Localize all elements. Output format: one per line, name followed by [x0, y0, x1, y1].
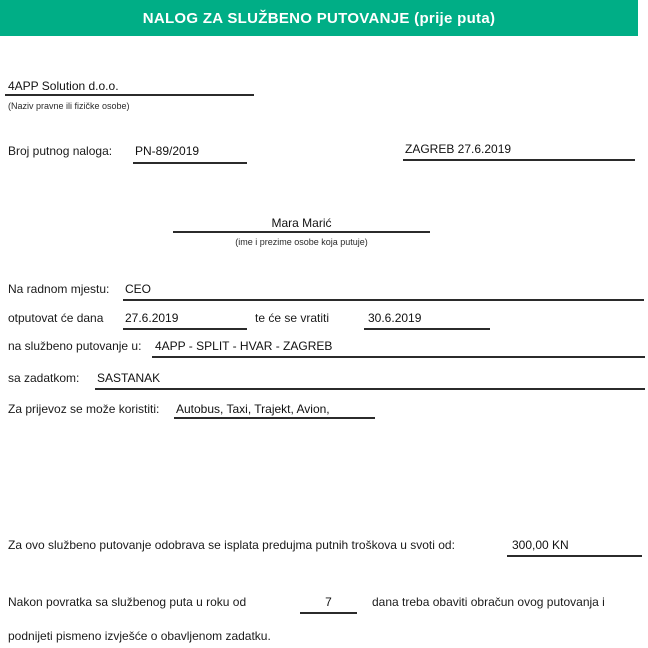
departure-date-underline — [123, 328, 247, 330]
report-days-underline — [300, 612, 357, 614]
report-text-after: dana treba obaviti obračun ovog putovanja i — [372, 595, 605, 609]
traveler-name-underline — [173, 231, 430, 233]
company-name-field[interactable]: 4APP Solution d.o.o. — [8, 79, 119, 93]
departure-label: otputovat će dana — [8, 311, 104, 325]
report-days-field[interactable]: 7 — [325, 595, 332, 609]
traveler-caption: (ime i prezime osobe koja putuje) — [235, 237, 368, 247]
header-bar — [0, 0, 638, 36]
advance-amount-underline — [507, 555, 642, 557]
traveler-name-field[interactable]: Mara Marić — [271, 216, 332, 230]
position-label: Na radnom mjestu: — [8, 282, 110, 296]
advance-label: Za ovo službeno putovanje odobrava se isplata predujma putnih troškova u svoti od: — [8, 538, 455, 552]
return-date-field[interactable]: 30.6.2019 — [368, 311, 422, 325]
destination-label: na službeno putovanje u: — [8, 339, 142, 353]
place-date-field[interactable]: ZAGREB 27.6.2019 — [405, 142, 512, 156]
order-number-field[interactable]: PN-89/2019 — [135, 144, 200, 158]
destination-underline — [152, 356, 645, 358]
company-name-underline — [5, 94, 254, 96]
position-underline — [123, 299, 644, 301]
page-title: NALOG ZA SLUŽBENO PUTOVANJE (prije puta) — [142, 9, 496, 27]
transport-underline — [174, 417, 375, 419]
transport-field[interactable]: Autobus, Taxi, Trajekt, Avion, — [176, 402, 330, 416]
transport-label: Za prijevoz se može koristiti: — [8, 402, 160, 416]
report-text-before: Nakon povratka sa službenog puta u roku od — [8, 595, 247, 609]
place-date-underline — [403, 159, 635, 161]
task-underline — [95, 388, 645, 390]
position-field[interactable]: CEO — [125, 282, 152, 296]
destination-field[interactable]: 4APP - SPLIT - HVAR - ZAGREB — [155, 339, 333, 353]
return-label: te će se vratiti — [255, 311, 330, 325]
task-label: sa zadatkom: — [8, 371, 80, 385]
order-number-underline — [133, 162, 247, 164]
company-caption: (Naziv pravne ili fizičke osobe) — [8, 101, 130, 111]
departure-date-field[interactable]: 27.6.2019 — [125, 311, 179, 325]
report-text-line2: podnijeti pismeno izvješće o obavljenom zadatku. — [8, 629, 271, 643]
task-field[interactable]: SASTANAK — [97, 371, 161, 385]
order-number-label: Broj putnog naloga: — [8, 144, 113, 158]
return-date-underline — [364, 328, 490, 330]
advance-amount-field[interactable]: 300,00 KN — [512, 538, 569, 552]
